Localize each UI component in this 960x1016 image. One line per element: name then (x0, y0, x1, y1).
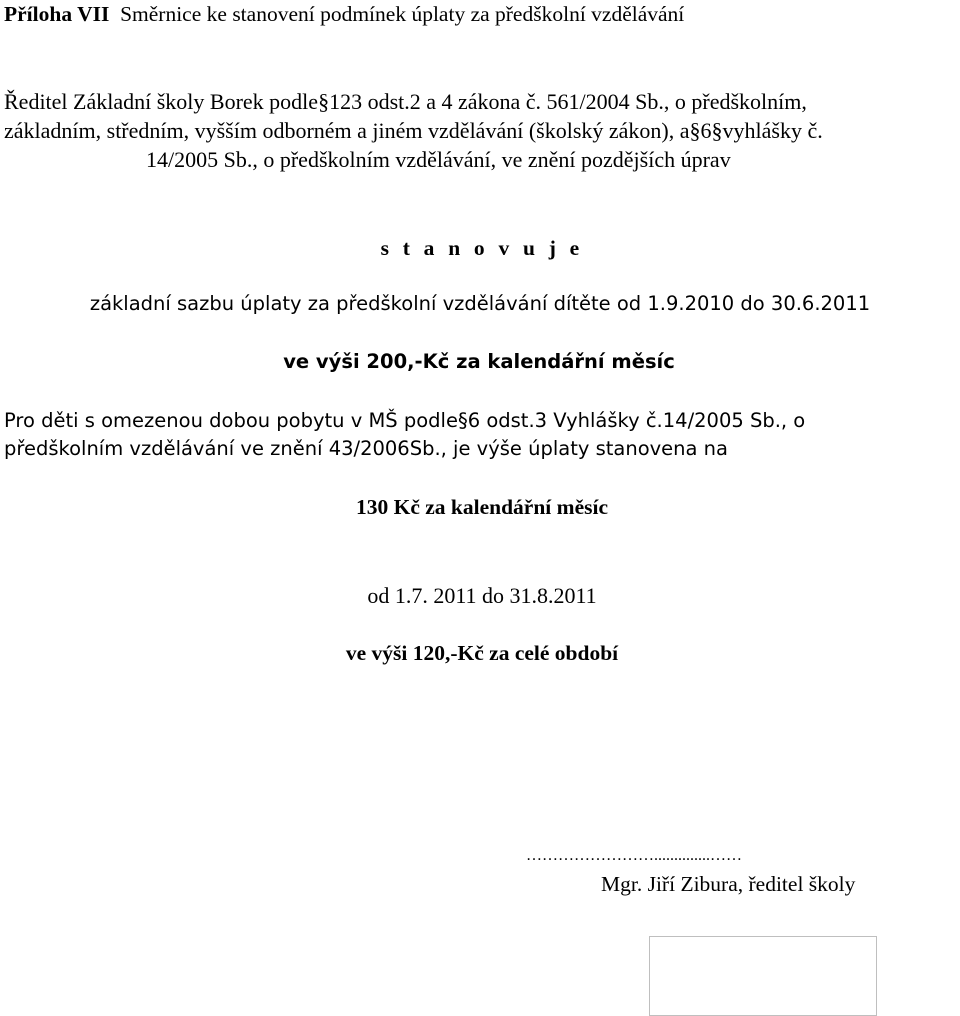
section-symbol: § (457, 409, 468, 432)
intro-line-3: 14/2005 Sb., o předškolním vzdělávání, ve znění pozdějších úprav (146, 147, 731, 172)
reduced-line-1 (4, 411, 805, 431)
section-symbol: § (689, 118, 701, 143)
intro-line-1-text: Ředitel Základní školy Borek podle§123 odst.2 a 4 zákona č. 561/2004 Sb., o předškolním, (4, 89, 807, 114)
reduced-amount: 130 Kč za kalendářní měsíc (355, 495, 608, 519)
document-heading (4, 4, 684, 26)
appendix-label: Příloha VII (4, 2, 110, 26)
basic-rate-amount: ve výši 200,-Kč za kalendářní měsíc (283, 350, 675, 373)
decree-verb: s t a n o v u j e (380, 236, 584, 260)
signature-dots: ……………………..............…… (526, 847, 742, 864)
reduced-line-2: předškolním vzdělávání ve znění 43/2006Sb., je výše úplaty stanovena na (4, 437, 728, 460)
section-symbol: § (711, 118, 723, 143)
intro-line-2-text: základním, středním, vyšším odborném a jiném vzdělávání (školský zákon), a§6§vyhlášky č. (4, 118, 823, 143)
reduced-line-1-text: Pro děti s omezenou dobou pobytu v MŠ podle§6 odst.3 Vyhlášky č.14/2005 Sb., o (4, 409, 806, 432)
period-amount: ve výši 120,-Kč za celé období (345, 641, 619, 665)
basic-rate-line: základní sazbu úplaty za předškolní vzdělávání dítěte od 1.9.2010 do 30.6.2011 (89, 292, 871, 315)
document-title: Směrnice ke stanovení podmínek úplaty za předškolní vzdělávání (120, 2, 685, 26)
signature-name: Mgr. Jiří Zibura, ředitel školy (601, 872, 856, 896)
intro-line-1 (4, 91, 807, 113)
period-line: od 1.7. 2011 do 31.8.2011 (367, 583, 597, 608)
section-symbol: § (318, 89, 330, 114)
intro-line-2 (4, 120, 823, 142)
stamp-box (649, 936, 877, 1016)
